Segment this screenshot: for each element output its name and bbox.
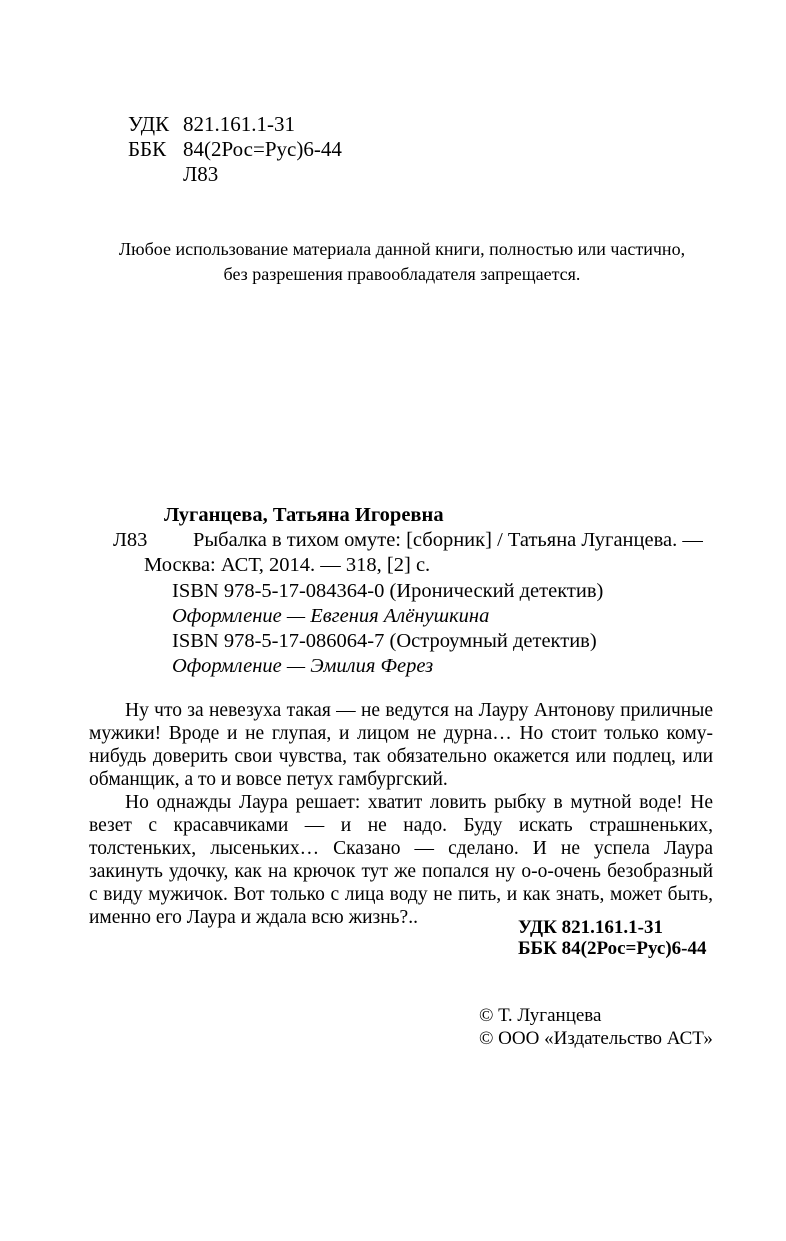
author-sign-row xyxy=(128,162,342,187)
design-credit-2: Оформление — Эмилия Ферез xyxy=(172,655,434,678)
title-line: Рыбалка в тихом омуте: [сборник] / Татьяна Луганцева. — xyxy=(193,529,703,552)
annotation-block xyxy=(89,699,713,929)
index-code: Л83 xyxy=(113,529,148,552)
copyright-block xyxy=(479,1005,713,1050)
copyright-line-publisher: © ООО «Издательство АСТ» xyxy=(479,1027,713,1049)
design-credit-1: Оформление — Евгения Алёнушкина xyxy=(172,604,490,627)
rights-notice-line-1: Любое использование материала данной книги, полностью или частично, xyxy=(118,239,686,259)
bibliographic-record xyxy=(0,503,760,679)
annotation-paragraph-1: Ну что за невезуха такая — не ведутся на Лауру Антонову приличные мужики! Вроде и не глупая, и лицом не дурна… Но стоит только кому-нибудь доверить свои чувства, так обязательно окажется или подлец, или обманщик, а то и вовсе петух гамбургский. xyxy=(89,700,713,790)
author-sign-value: Л83 xyxy=(183,162,219,186)
bbk-value: 84(2Рос=Рус)6-44 xyxy=(183,137,342,161)
copyright-line-author: © Т. Луганцева xyxy=(479,1005,602,1026)
classification-footer xyxy=(518,917,706,959)
imprint-line: Москва: АСТ, 2014. — 318, [2] с. xyxy=(144,554,431,577)
bbk-row xyxy=(128,137,342,162)
isbn-line-2: ISBN 978-5-17-086064-7 (Остроумный детектив) xyxy=(172,630,597,653)
footer-udk-line: УДК 821.161.1-31 xyxy=(518,917,663,938)
rights-notice xyxy=(88,237,716,287)
title-row xyxy=(113,528,760,553)
rights-notice-line-2: без разрешения правообладателя запрещается. xyxy=(223,264,581,284)
bbk-label: ББК xyxy=(128,137,167,161)
author-heading: Луганцева, Татьяна Игоревна xyxy=(164,504,444,526)
author-sign-spacer xyxy=(128,162,183,187)
footer-bbk-line: ББК 84(2Рос=Рус)6-44 xyxy=(518,938,707,959)
udk-value: 821.161.1-31 xyxy=(183,112,295,136)
isbn-line-1: ISBN 978-5-17-084364-0 (Иронический детектив) xyxy=(172,579,604,602)
udk-row xyxy=(128,112,342,137)
udk-label: УДК xyxy=(128,112,170,136)
classification-block xyxy=(128,112,342,187)
annotation-paragraph-2: Но однажды Лаура решает: хватит ловить рыбку в мутной воде! Не везет с красавчиками — и не надо. Буду искать страшненьких, толстеньких, лысеньких… Сказано — сделано. И не успела Лаура закинуть удочку, как на крючок тут же попался ну о-о-очень безобразный с виду мужичок. Вот только с лица воду не пить, и как знать, может быть, именно его Лаура и ждала всю жизнь?.. xyxy=(89,792,713,928)
